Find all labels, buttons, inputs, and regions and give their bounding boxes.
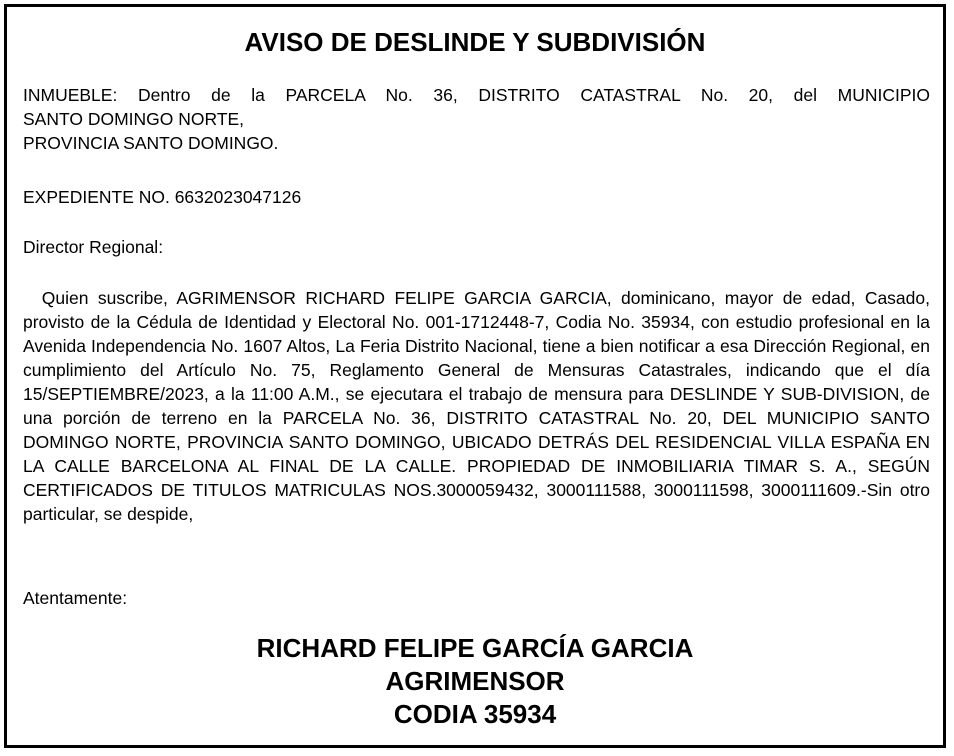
notice-title: AVISO DE DESLINDE Y SUBDIVISIÓN [244, 27, 706, 57]
notice-frame [4, 4, 946, 748]
file-number: EXPEDIENTE NO. 6632023047126 [23, 187, 302, 207]
signer-role: AGRIMENSOR [385, 666, 565, 696]
signature-block [7, 632, 943, 731]
closing: Atentamente: [23, 588, 128, 608]
property-line-3: PROVINCIA SANTO DOMINGO. [23, 133, 279, 153]
property-description [23, 83, 930, 155]
signer-name: RICHARD FELIPE GARCÍA GARCIA [256, 633, 694, 663]
addressee: Director Regional: [23, 237, 164, 257]
notice-body: Quien suscribe, AGRIMENSOR RICHARD FELIPE GARCIA GARCIA, dominicano, mayor de edad, Casado, provisto de la Cédula de Identidad y Electoral No. 001-1712448-7, Codia No. 35934, con estudio profesional en la Avenida Independencia No. 1607 Altos, La Feria Distrito Nacional, tiene a bien notificar a esa Dirección Regional, en cumplimiento del Artículo No. 75, Reglamento General de Mensuras Catastrales, indicando que el día 15/SEPTIEMBRE/2023, a la 11:00 A.M., se ejecutara el trabajo de mensura para DESLINDE Y SUB-DIVISION, de una porción de terreno en la PARCELA No. 36, DISTRITO CATASTRAL No. 20, DEL MUNICIPIO SANTO DOMINGO NORTE, PROVINCIA SANTO DOMINGO, UBICADO DETRÁS DEL RESIDENCIAL VILLA ESPAÑA EN LA CALLE BARCELONA AL FINAL DE LA CALLE. PROPIEDAD DE INMOBILIARIA TIMAR S. A., SEGÚN CERTIFICADOS DE TITULOS MATRICULAS NOS.3000059432, 3000111588, 3000111598, 3000111609.-Sin otro particular, se despide, [23, 288, 935, 524]
property-line-1: INMUEBLE: Dentro de la PARCELA No. 36, DISTRITO CATASTRAL No. 20, del MUNICIPIO [23, 85, 930, 105]
signer-codia: CODIA 35934 [393, 699, 557, 729]
property-line-2: SANTO DOMINGO NORTE, [23, 109, 245, 129]
